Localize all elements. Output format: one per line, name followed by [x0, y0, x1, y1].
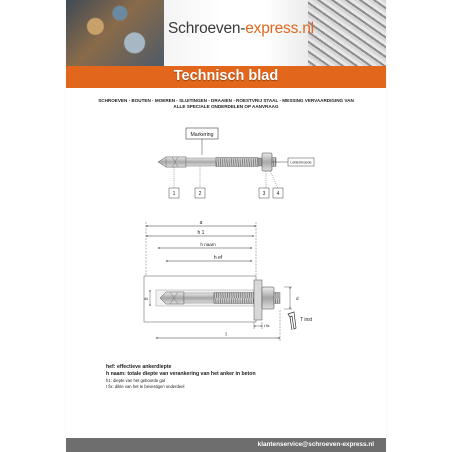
subtitle-line-2: ALLE SPECIALE ONDERDELEN OP AANVRAAG: [173, 104, 279, 110]
legend-hef: hef: effectieve ankerdiepte: [106, 364, 172, 370]
anchor-parts-diagram: [66, 118, 386, 203]
fixture-plate: [254, 280, 262, 320]
anchor-bolt: [158, 153, 276, 171]
dim-hef-label: h ef: [213, 255, 223, 261]
callout-3: 3: [262, 191, 266, 197]
dim-tfix-label: t fix: [264, 324, 270, 328]
subtitle-line-1: SCHROEVEN - BOUTEN - MOEREN - SLUITINGEN - DRAAIEN - ROESTVRIJ STAAL - MESSING VERVAARDIGING VAN: [98, 98, 354, 103]
callout-1: 1: [172, 191, 176, 197]
legend-h1: h1: diepte van het geboorde gat: [106, 377, 166, 383]
tools-photo: [66, 0, 164, 66]
dim-hnaam-label: h naam: [200, 242, 216, 247]
logo-accent-text: express.nl: [245, 20, 314, 37]
dim-l-label: l: [225, 332, 227, 338]
dim-d-label: d: [296, 296, 299, 301]
dim-tinst-label: T inst: [300, 317, 313, 323]
header-banner: [66, 0, 386, 66]
legend-tfix: t fix: dikte van het te bevestigen onderdeel: [106, 383, 185, 389]
installation-dimension-diagram: [66, 214, 386, 354]
marking-label: Markering: [190, 132, 214, 138]
screws-photo: [308, 0, 386, 66]
dim-a-label: a: [199, 220, 203, 226]
callout-2: 2: [198, 191, 202, 197]
wrench-icon: [288, 312, 296, 330]
dim-h1-label: h 1: [197, 230, 205, 236]
dim-d0-label: d0: [144, 297, 148, 301]
technical-sheet-page: [66, 0, 386, 452]
callout-4: 4: [276, 191, 280, 197]
footer-email-link[interactable]: klantenservice@schroeven-express.nl: [257, 441, 374, 448]
washer-label: Lettermoede: [290, 160, 312, 165]
legend: [106, 364, 346, 390]
brand-logo[interactable]: [168, 20, 314, 38]
legend-hnaam: h naam: totale diepte van verankering van het anker in beton: [106, 370, 256, 377]
anchor-nut: [262, 287, 274, 309]
page-title: Technisch blad: [173, 68, 279, 84]
subtitle: [76, 98, 376, 111]
logo-main-text: Schroeven-: [168, 20, 246, 37]
installed-anchor: [160, 292, 254, 304]
